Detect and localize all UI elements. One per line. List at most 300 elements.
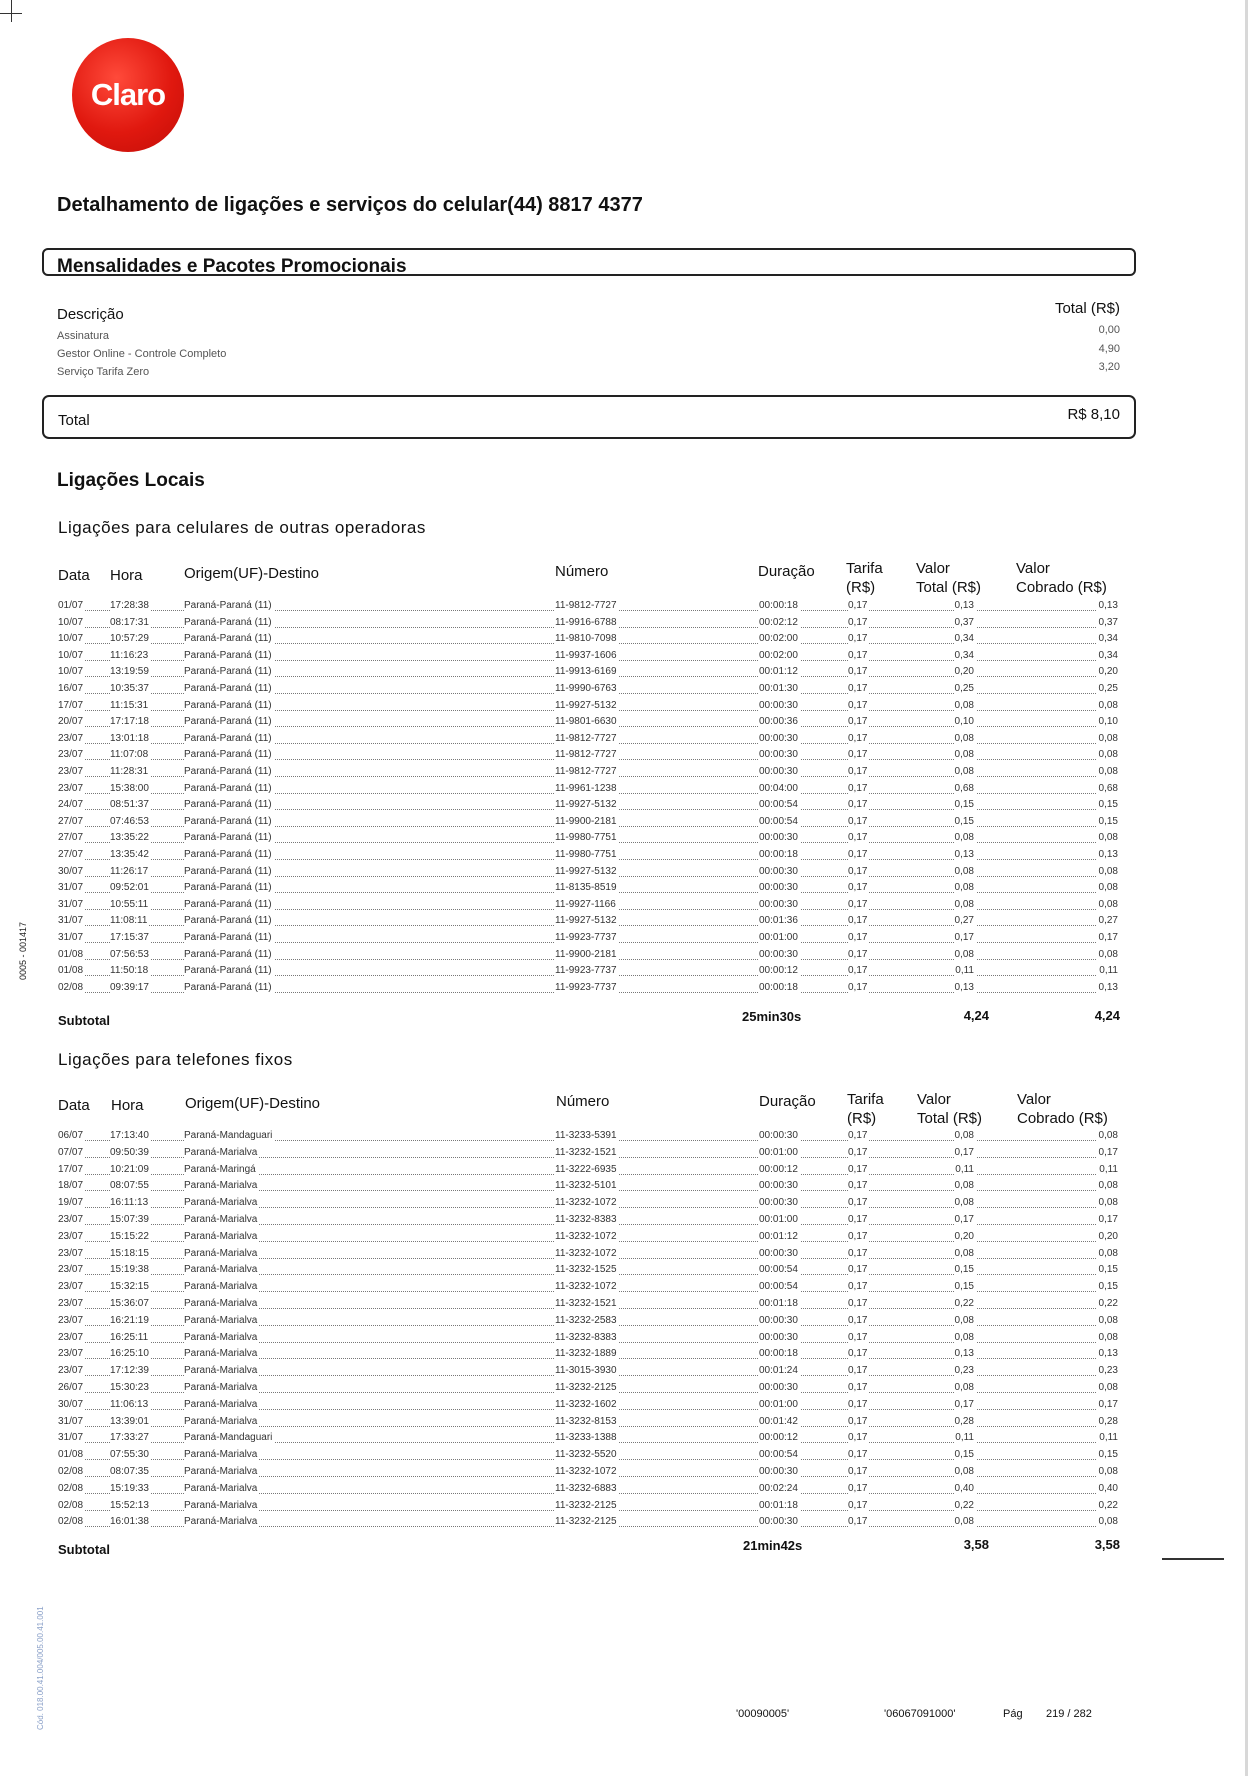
- cell-valor-cobrado: 0,08: [1098, 1331, 1118, 1343]
- cell-data: 02/08: [58, 1466, 84, 1477]
- cell-valor-total: 0,10: [954, 716, 974, 728]
- cell-numero: 11-9900-2181: [555, 815, 617, 827]
- cell-valor-cobrado: 0,20: [1098, 1230, 1118, 1242]
- celulares-subtotal-label: Subtotal: [58, 1013, 110, 1028]
- section-title: Ligações Locais: [57, 470, 205, 491]
- cell-valor-cobrado: 0,13: [1098, 1348, 1118, 1360]
- cell-valor-total: 0,17: [954, 932, 974, 943]
- cell-data: 23/07: [58, 1348, 84, 1360]
- cell-duracao: 00:02:12: [759, 616, 798, 628]
- cell-origem: Paraná-Paraná (11): [184, 782, 272, 794]
- fixos-subtotal-cobrado: 3,58: [1094, 1537, 1120, 1552]
- cell-origem: Paraná-Paraná (11): [184, 865, 272, 877]
- cell-hora: 17:28:38: [110, 600, 149, 611]
- cell-hora: 08:51:37: [110, 799, 149, 811]
- cell-valor-cobrado: 0,27: [1098, 915, 1118, 927]
- cell-origem: Paraná-Paraná (11): [184, 915, 272, 927]
- table-row: [58, 1197, 1120, 1213]
- cell-valor-total: 0,08: [954, 865, 974, 877]
- cell-valor-cobrado: 0,20: [1098, 666, 1118, 678]
- table-row: [58, 1348, 1120, 1364]
- cell-hora: 17:12:39: [110, 1365, 149, 1377]
- cell-duracao: 00:01:00: [759, 1214, 798, 1225]
- cell-tarifa: 0,17: [848, 1348, 868, 1360]
- th-tarifa-unit: (R$): [847, 1110, 877, 1127]
- cell-tarifa: 0,17: [848, 1298, 868, 1309]
- cell-data: 23/07: [58, 1365, 84, 1377]
- table-row: [58, 600, 1120, 616]
- cell-data: 27/07: [58, 832, 84, 844]
- cell-tarifa: 0,17: [848, 948, 868, 960]
- th-hora: Hora: [110, 567, 143, 584]
- cell-tarifa: 0,17: [848, 1214, 868, 1225]
- cell-duracao: 00:01:18: [759, 1499, 798, 1511]
- table-row: [58, 633, 1120, 649]
- cell-origem: Paraná-Paraná (11): [184, 849, 272, 860]
- cell-numero: 11-3232-2125: [555, 1499, 617, 1511]
- cell-duracao: 00:00:12: [759, 1432, 798, 1444]
- cell-tarifa: 0,17: [848, 649, 868, 661]
- cell-data: 23/07: [58, 732, 84, 744]
- th-duracao: Duração: [759, 1093, 816, 1110]
- col-descricao: Descrição: [57, 306, 124, 323]
- cell-numero: 11-3232-8153: [555, 1415, 617, 1427]
- cell-valor-total: 0,13: [954, 849, 974, 860]
- cell-hora: 11:07:08: [110, 749, 149, 761]
- cell-data: 23/07: [58, 749, 84, 761]
- desc-item: Assinatura: [57, 330, 109, 342]
- cell-valor-cobrado: 0,08: [1098, 948, 1118, 960]
- cell-duracao: 00:00:54: [759, 1449, 798, 1461]
- cell-numero: 11-3232-1072: [555, 1281, 617, 1293]
- mensalidades-title: Mensalidades e Pacotes Promocionais: [57, 256, 407, 277]
- cell-tarifa: 0,17: [848, 666, 868, 678]
- cell-numero: 11-3232-1525: [555, 1264, 617, 1276]
- cell-numero: 11-3232-1072: [555, 1197, 617, 1209]
- cell-valor-total: 0,08: [954, 898, 974, 910]
- total-label: Total: [58, 412, 90, 429]
- cell-duracao: 00:00:30: [759, 832, 798, 844]
- cell-origem: Paraná-Marialva: [184, 1214, 258, 1225]
- cell-origem: Paraná-Paraná (11): [184, 716, 272, 728]
- cell-valor-cobrado: 0,08: [1098, 1247, 1118, 1259]
- cell-tarifa: 0,17: [848, 716, 868, 728]
- th-valor-total-2: Total (R$): [917, 1110, 983, 1127]
- cell-origem: Paraná-Paraná (11): [184, 898, 272, 910]
- cell-origem: Paraná-Marialva: [184, 1264, 258, 1276]
- cell-origem: Paraná-Marialva: [184, 1482, 258, 1494]
- table-row: [58, 882, 1120, 898]
- cell-valor-cobrado: 0,08: [1098, 766, 1118, 777]
- cell-numero: 11-3232-2125: [555, 1382, 617, 1393]
- fixos-subtotal-valor: 3,58: [963, 1537, 989, 1552]
- cell-hora: 15:38:00: [110, 782, 149, 794]
- cell-valor-total: 0,20: [954, 1230, 974, 1242]
- cell-data: 10/07: [58, 616, 84, 628]
- th-tarifa: Tarifa: [846, 560, 883, 577]
- cell-duracao: 00:00:30: [759, 749, 798, 761]
- cell-origem: Paraná-Marialva: [184, 1382, 258, 1393]
- cell-origem: Paraná-Marialva: [184, 1499, 258, 1511]
- cell-data: 10/07: [58, 633, 84, 645]
- cell-duracao: 00:00:12: [759, 1163, 798, 1175]
- cell-data: 19/07: [58, 1197, 84, 1209]
- cell-hora: 11:16:23: [110, 649, 149, 661]
- cell-data: 31/07: [58, 915, 84, 927]
- cell-valor-cobrado: 0,08: [1098, 749, 1118, 761]
- cell-hora: 11:06:13: [110, 1398, 149, 1410]
- cell-hora: 17:17:18: [110, 716, 149, 728]
- cell-duracao: 00:00:54: [759, 1281, 798, 1293]
- cell-valor-total: 0,08: [954, 1331, 974, 1343]
- cell-origem: Paraná-Mandaguari: [184, 1432, 273, 1444]
- cell-valor-total: 0,22: [954, 1499, 974, 1511]
- cell-origem: Paraná-Paraná (11): [184, 766, 272, 777]
- cell-valor-cobrado: 0,34: [1098, 649, 1118, 661]
- cell-tarifa: 0,17: [848, 1281, 868, 1293]
- table-row: [58, 1416, 1120, 1432]
- cell-tarifa: 0,17: [848, 616, 868, 628]
- cell-numero: 11-9810-7098: [555, 633, 617, 645]
- cell-numero: 11-3232-1521: [555, 1298, 617, 1309]
- cell-numero: 11-3232-1072: [555, 1247, 617, 1259]
- table-row: [58, 1231, 1120, 1247]
- cell-origem: Paraná-Paraná (11): [184, 633, 272, 645]
- cell-hora: 16:21:19: [110, 1314, 149, 1326]
- th-valor-cobrado-2: Cobrado (R$): [1016, 579, 1107, 596]
- crop-mark: [11, 0, 12, 22]
- cell-valor-cobrado: 0,40: [1098, 1482, 1118, 1494]
- cell-origem: Paraná-Paraná (11): [184, 965, 272, 977]
- table-row: [58, 1180, 1120, 1196]
- cell-valor-cobrado: 0,08: [1098, 832, 1118, 844]
- cell-duracao: 00:00:54: [759, 815, 798, 827]
- cell-origem: Paraná-Marialva: [184, 1348, 258, 1360]
- cell-valor-total: 0,08: [954, 948, 974, 960]
- cell-hora: 13:35:42: [110, 849, 149, 860]
- cell-tarifa: 0,17: [848, 898, 868, 910]
- cell-valor-total: 0,08: [954, 1180, 974, 1192]
- cell-data: 10/07: [58, 666, 84, 678]
- cell-data: 02/08: [58, 1482, 84, 1494]
- cell-valor-total: 0,08: [954, 1247, 974, 1259]
- cell-valor-cobrado: 0,25: [1098, 683, 1118, 694]
- cell-hora: 16:25:11: [110, 1331, 149, 1343]
- cell-duracao: 00:00:30: [759, 766, 798, 777]
- cell-data: 07/07: [58, 1146, 84, 1158]
- cell-tarifa: 0,17: [848, 1365, 868, 1377]
- cell-duracao: 00:01:00: [759, 1398, 798, 1410]
- cell-origem: Paraná-Paraná (11): [184, 683, 272, 694]
- cell-hora: 15:15:22: [110, 1230, 149, 1242]
- cell-duracao: 00:00:54: [759, 1264, 798, 1276]
- cell-origem: Paraná-Marialva: [184, 1230, 258, 1242]
- cell-hora: 15:30:23: [110, 1382, 149, 1393]
- th-numero: Número: [556, 1093, 610, 1110]
- cell-valor-total: 0,13: [954, 981, 974, 993]
- cell-duracao: 00:00:30: [759, 1197, 798, 1209]
- cell-origem: Paraná-Paraná (11): [184, 882, 272, 894]
- cell-valor-cobrado: 0,15: [1098, 1264, 1118, 1276]
- page-title: Detalhamento de ligações e serviços do celular(44) 8817 4377: [57, 194, 643, 216]
- table-row: [58, 1214, 1120, 1230]
- cell-valor-cobrado: 0,08: [1098, 1516, 1118, 1528]
- cell-numero: 11-8135-8519: [555, 882, 617, 894]
- total-box: [42, 395, 1136, 439]
- table-row: [58, 1432, 1120, 1448]
- cell-tarifa: 0,17: [848, 1331, 868, 1343]
- cell-numero: 11-3232-1889: [555, 1348, 617, 1360]
- table-row: [58, 982, 1120, 998]
- desc-value: 0,00: [1098, 324, 1120, 336]
- cell-valor-total: 0,08: [954, 699, 974, 711]
- table-row: [58, 733, 1120, 749]
- footer-page-label: Pág: [1003, 1708, 1023, 1720]
- cell-duracao: 00:00:30: [759, 898, 798, 910]
- cell-tarifa: 0,17: [848, 1146, 868, 1158]
- cell-duracao: 00:02:24: [759, 1482, 798, 1494]
- cell-valor-cobrado: 0,13: [1098, 600, 1118, 611]
- celulares-subtotal-cobrado: 4,24: [1094, 1008, 1120, 1023]
- cell-duracao: 00:01:24: [759, 1365, 798, 1377]
- table-row: [58, 1500, 1120, 1516]
- cell-duracao: 00:00:30: [759, 1466, 798, 1477]
- cell-tarifa: 0,17: [848, 915, 868, 927]
- cell-valor-cobrado: 0,68: [1098, 782, 1118, 794]
- cell-valor-cobrado: 0,15: [1098, 799, 1118, 811]
- fixos-subtotal-duracao: 21min42s: [743, 1538, 803, 1553]
- cell-hora: 10:35:37: [110, 683, 149, 694]
- cell-valor-cobrado: 0,28: [1098, 1415, 1118, 1427]
- cell-duracao: 00:00:30: [759, 732, 798, 744]
- cell-origem: Paraná-Mandaguari: [184, 1130, 273, 1141]
- cell-numero: 11-9990-6763: [555, 683, 617, 694]
- cell-valor-cobrado: 0,08: [1098, 882, 1118, 894]
- table-row: [58, 766, 1120, 782]
- cell-data: 01/08: [58, 1449, 84, 1461]
- cell-duracao: 00:00:30: [759, 1382, 798, 1393]
- table-row: [58, 899, 1120, 915]
- cell-valor-total: 0,08: [954, 1516, 974, 1528]
- cell-hora: 13:19:59: [110, 666, 149, 678]
- cell-tarifa: 0,17: [848, 1163, 868, 1175]
- table-row: [58, 849, 1120, 865]
- cell-hora: 17:15:37: [110, 932, 149, 943]
- footer-page: 219 / 282: [1046, 1708, 1092, 1720]
- cell-valor-cobrado: 0,23: [1098, 1365, 1118, 1377]
- table-row: [58, 783, 1120, 799]
- cell-data: 23/07: [58, 1264, 84, 1276]
- cell-hora: 10:55:11: [110, 898, 149, 910]
- table-row: [58, 866, 1120, 882]
- cell-tarifa: 0,17: [848, 1382, 868, 1393]
- cell-hora: 07:56:53: [110, 948, 149, 960]
- cell-tarifa: 0,17: [848, 683, 868, 694]
- cell-data: 23/07: [58, 766, 84, 777]
- th-hora: Hora: [111, 1097, 144, 1114]
- cell-valor-total: 0,08: [954, 1197, 974, 1209]
- cell-tarifa: 0,17: [848, 1432, 868, 1444]
- cell-valor-cobrado: 0,11: [1099, 965, 1118, 977]
- table-row: [58, 666, 1120, 682]
- cell-tarifa: 0,17: [848, 1415, 868, 1427]
- cell-origem: Paraná-Marialva: [184, 1365, 258, 1377]
- cell-data: 23/07: [58, 1331, 84, 1343]
- cell-data: 01/07: [58, 600, 84, 611]
- cell-valor-total: 0,17: [954, 1146, 974, 1158]
- cell-hora: 15:19:33: [110, 1482, 149, 1494]
- cell-numero: 11-3232-2583: [555, 1314, 617, 1326]
- cell-duracao: 00:00:18: [759, 849, 798, 860]
- th-valor-total: Valor: [916, 560, 950, 577]
- cell-data: 01/08: [58, 965, 84, 977]
- cell-duracao: 00:00:54: [759, 799, 798, 811]
- cell-origem: Paraná-Paraná (11): [184, 749, 272, 761]
- cell-origem: Paraná-Marialva: [184, 1314, 258, 1326]
- cell-duracao: 00:00:30: [759, 1130, 798, 1141]
- cell-valor-total: 0,08: [954, 882, 974, 894]
- cell-tarifa: 0,17: [848, 1180, 868, 1192]
- cell-numero: 11-3232-8383: [555, 1331, 617, 1343]
- cell-valor-cobrado: 0,08: [1098, 1466, 1118, 1477]
- cell-valor-cobrado: 0,08: [1098, 1180, 1118, 1192]
- cell-origem: Paraná-Marialva: [184, 1449, 258, 1461]
- cell-data: 27/07: [58, 815, 84, 827]
- table-row: [58, 932, 1120, 948]
- desc-value: 4,90: [1098, 343, 1120, 355]
- col-total: Total (R$): [1054, 300, 1120, 317]
- cell-valor-cobrado: 0,08: [1098, 1382, 1118, 1393]
- cell-origem: Paraná-Marialva: [184, 1466, 258, 1477]
- table-row: [58, 1130, 1120, 1146]
- cell-valor-total: 0,15: [954, 815, 974, 827]
- cell-tarifa: 0,17: [848, 1264, 868, 1276]
- table-row: [58, 965, 1120, 981]
- cell-duracao: 00:01:00: [759, 1146, 798, 1158]
- cell-duracao: 00:00:30: [759, 1314, 798, 1326]
- cell-hora: 07:55:30: [110, 1449, 149, 1461]
- cell-valor-total: 0,08: [954, 732, 974, 744]
- cell-valor-cobrado: 0,15: [1098, 815, 1118, 827]
- celulares-subtotal-duracao: 25min30s: [742, 1009, 802, 1024]
- cell-valor-cobrado: 0,11: [1099, 1163, 1118, 1175]
- desc-item: Serviço Tarifa Zero: [57, 366, 150, 378]
- table-row: [58, 749, 1120, 765]
- cell-hora: 11:08:11: [110, 915, 148, 927]
- table-row: [58, 1248, 1120, 1264]
- cell-numero: 11-9923-7737: [555, 932, 617, 943]
- cell-hora: 09:50:39: [110, 1146, 149, 1158]
- cell-hora: 13:01:18: [110, 732, 149, 744]
- cell-tarifa: 0,17: [848, 799, 868, 811]
- cell-valor-total: 0,08: [954, 749, 974, 761]
- total-value: R$ 8,10: [1067, 406, 1120, 423]
- cell-numero: 11-3232-8383: [555, 1214, 617, 1225]
- cell-numero: 11-9927-5132: [555, 699, 617, 711]
- cell-tarifa: 0,17: [848, 865, 868, 877]
- cell-numero: 11-3222-6935: [555, 1163, 617, 1175]
- claro-logo: [72, 38, 184, 152]
- cell-valor-cobrado: 0,08: [1098, 1314, 1118, 1326]
- cell-numero: 11-9812-7727: [555, 600, 617, 611]
- cell-duracao: 00:00:30: [759, 882, 798, 894]
- cell-hora: 08:17:31: [110, 616, 149, 628]
- cell-tarifa: 0,17: [848, 749, 868, 761]
- cell-numero: 11-9927-5132: [555, 865, 617, 877]
- cell-duracao: 00:04:00: [759, 782, 798, 794]
- cell-valor-cobrado: 0,13: [1098, 849, 1118, 860]
- cell-valor-cobrado: 0,08: [1098, 1130, 1118, 1141]
- cell-hora: 09:39:17: [110, 981, 149, 993]
- cell-tarifa: 0,17: [848, 1197, 868, 1209]
- cell-valor-total: 0,15: [954, 1281, 974, 1293]
- cell-origem: Paraná-Marialva: [184, 1146, 258, 1158]
- cell-valor-total: 0,08: [954, 1130, 974, 1141]
- table-row: [58, 716, 1120, 732]
- cell-data: 30/07: [58, 865, 84, 877]
- th-data: Data: [58, 567, 90, 584]
- cell-tarifa: 0,17: [848, 832, 868, 844]
- cell-valor-total: 0,08: [954, 832, 974, 844]
- cell-numero: 11-9923-7737: [555, 981, 617, 993]
- cell-valor-total: 0,27: [954, 915, 974, 927]
- cell-tarifa: 0,17: [848, 981, 868, 993]
- cell-hora: 15:36:07: [110, 1298, 149, 1309]
- cell-numero: 11-3232-5520: [555, 1449, 617, 1461]
- side-rule: [1162, 1558, 1224, 1560]
- cell-origem: Paraná-Paraná (11): [184, 799, 272, 811]
- table-row: [58, 1315, 1120, 1331]
- cell-numero: 11-9980-7751: [555, 849, 617, 860]
- cell-valor-total: 0,17: [954, 1398, 974, 1410]
- cell-duracao: 00:02:00: [759, 633, 798, 645]
- cell-data: 27/07: [58, 849, 84, 860]
- cell-duracao: 00:00:30: [759, 948, 798, 960]
- cell-hora: 11:28:31: [110, 766, 149, 777]
- cell-numero: 11-9801-6630: [555, 716, 617, 728]
- side-code-2: Cód. 018.00.41.004/005.00.41.001: [36, 1606, 45, 1730]
- cell-hora: 15:18:15: [110, 1247, 149, 1259]
- cell-hora: 11:50:18: [110, 965, 149, 977]
- th-data: Data: [58, 1097, 90, 1114]
- fixos-title: Ligações para telefones fixos: [58, 1050, 293, 1069]
- cell-tarifa: 0,17: [848, 1449, 868, 1461]
- cell-origem: Paraná-Paraná (11): [184, 666, 272, 678]
- cell-hora: 08:07:35: [110, 1466, 149, 1477]
- cell-hora: 11:15:31: [110, 699, 149, 711]
- cell-origem: Paraná-Marialva: [184, 1398, 258, 1410]
- cell-duracao: 00:00:30: [759, 865, 798, 877]
- cell-numero: 11-3232-6883: [555, 1482, 617, 1494]
- cell-data: 20/07: [58, 716, 84, 728]
- cell-duracao: 00:00:30: [759, 1180, 798, 1192]
- cell-origem: Paraná-Paraná (11): [184, 815, 272, 827]
- cell-valor-total: 0,15: [954, 799, 974, 811]
- cell-duracao: 00:00:12: [759, 965, 798, 977]
- cell-tarifa: 0,17: [848, 699, 868, 711]
- cell-origem: Paraná-Paraná (11): [184, 699, 272, 711]
- cell-numero: 11-9812-7727: [555, 749, 617, 761]
- cell-numero: 11-9812-7727: [555, 732, 617, 744]
- cell-valor-total: 0,15: [954, 1264, 974, 1276]
- cell-valor-total: 0,34: [954, 649, 974, 661]
- cell-origem: Paraná-Paraná (11): [184, 932, 272, 943]
- cell-valor-cobrado: 0,17: [1098, 1214, 1118, 1225]
- cell-numero: 11-9913-6169: [555, 666, 617, 678]
- cell-numero: 11-9927-5132: [555, 799, 617, 811]
- table-row: [58, 1298, 1120, 1314]
- cell-valor-cobrado: 0,34: [1098, 633, 1118, 645]
